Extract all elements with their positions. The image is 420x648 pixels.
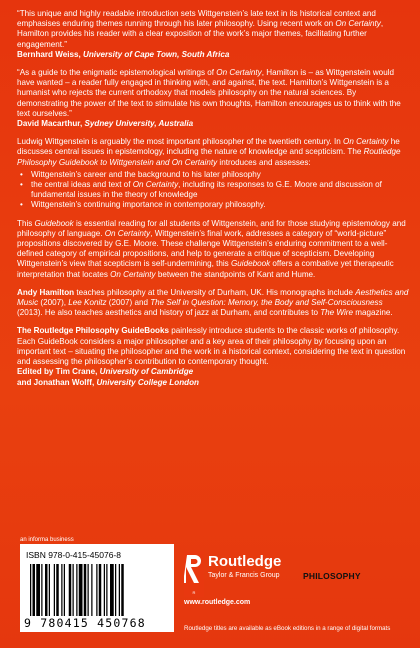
author-name: Andy Hamilton bbox=[17, 287, 75, 297]
informa-label: an informa business bbox=[20, 537, 74, 543]
series-description: The Routledge Philosophy GuideBooks painlessly introduce students to the classic works of philosophy. Each GuideBook considers a major philosopher and a key area of their philosophy by focusing upon an important text – situating the philosopher and the work in a historical context, considering the text in question and assessing the philosopher’s contribution to contemporary thought. Edited by Tim Crane, University of Cambridge and Jonathan Wolff, University College London bbox=[17, 326, 409, 387]
publisher-name: Routledge bbox=[208, 553, 282, 570]
review-quote: “As a guide to the enigmatic epistemological writings of On Certainty, Hamilton is – as Wittgenstein would have wanted – a reader fully engaged in thinking with, and against, the text. Hamilton’s Wittgenstein is a humanist who rejects the current orthodoxy that models philosophy on the natural sciences. By demonstrating the power of the text to stimulate his own thoughts, Hamilton encourages us to think with the text ourselves.” bbox=[17, 68, 401, 118]
cover-text bbox=[17, 9, 409, 396]
publisher-url: www.routledge.com bbox=[184, 599, 251, 606]
barcode-icon bbox=[28, 564, 168, 616]
barcode-number: 9 780415 450768 bbox=[24, 616, 146, 630]
series-name: The Routledge Philosophy GuideBooks bbox=[17, 326, 169, 336]
review-attribution: Bernhard Weiss, University of Cape Town, South Africa bbox=[17, 49, 230, 59]
review-weiss bbox=[17, 9, 409, 60]
barcode-panel bbox=[20, 537, 174, 632]
svg-text:R: R bbox=[192, 590, 196, 595]
intro-paragraph: Ludwig Wittgenstein is arguably the most important philosopher of the twentieth century. In On Certainty he discusses central issues in epistemology, including the nature of knowledge and scepticism. The Routledge Philosophy Guidebook to Wittgenstein and On Certainty introduces and assesses: • Wittgenstein’s career and the background to his later philosophy • the central ideas and text of On Certainty, including its responses to G.E. Moore and discussion of fundamental issues in the theory of knowledge • Wittgenstein’s continuing importance in contemporary philosophy. bbox=[17, 137, 409, 210]
series-editors: Edited by Tim Crane, University of Cambridge bbox=[17, 367, 194, 377]
author-bio: Andy Hamilton teaches philosophy at the University of Durham, UK. His monographs include Aesthetics and Music (2007), Lee Konitz (2007) and The Self in Question: Memory, the Body and Self-Consciousness (2013). He also teaches aesthetics and history of jazz at Durham, and contributes to The Wire magazine. bbox=[17, 287, 409, 318]
routledge-mark-icon bbox=[184, 551, 204, 597]
review-attribution: David Macarthur, Sydney University, Australia bbox=[17, 119, 194, 129]
publisher-logo bbox=[184, 551, 344, 611]
publisher-group: Taylor & Francis Group bbox=[208, 572, 280, 579]
review-macarthur bbox=[17, 68, 409, 129]
ebook-note: Routledge titles are available as eBook editions in a range of digital formats bbox=[184, 625, 391, 632]
isbn-text: ISBN 978-0-415-45076-8 bbox=[26, 550, 121, 560]
series-editors: and Jonathan Wolff, University College London bbox=[17, 377, 199, 387]
review-quote: “This unique and highly readable introduction sets Wittgenstein’s late text in its historical context and emphasises enduring themes running through his later philosophy. Using recent work on On Certainty, Hamilton provides his reader with a clear exposition of the work’s major themes, facilitating further engagement.” bbox=[17, 9, 384, 49]
topics-list bbox=[17, 170, 409, 211]
cover-footer bbox=[0, 537, 420, 648]
list-item: • Wittgenstein’s career and the background to his later philosophy bbox=[31, 170, 409, 180]
description-paragraph: This Guidebook is essential reading for all students of Wittgenstein, and for those studying epistemology and philosophy of language. On Certainty, Wittgenstein’s final work, addresses a category of “world-picture” propositions discovered by G.E. Moore. These challenge Wittgenstein’s enduring commitment to a well-defined category of empirical propositions, and help to generate a critique of scepticism. Developing Wittgenstein’s view that scepticism is self-undermining, this Guidebook offers a combative yet therapeutic interpretation that locates On Certainty between the standpoints of Kant and Hume. bbox=[17, 218, 406, 279]
list-item: • the central ideas and text of On Certainty, including its responses to G.E. Moore and discussion of fundamental issues in the theory of knowledge bbox=[31, 180, 409, 200]
list-item: • Wittgenstein’s continuing importance in contemporary philosophy. bbox=[31, 200, 409, 210]
subject-label: PHILOSOPHY bbox=[303, 571, 361, 581]
